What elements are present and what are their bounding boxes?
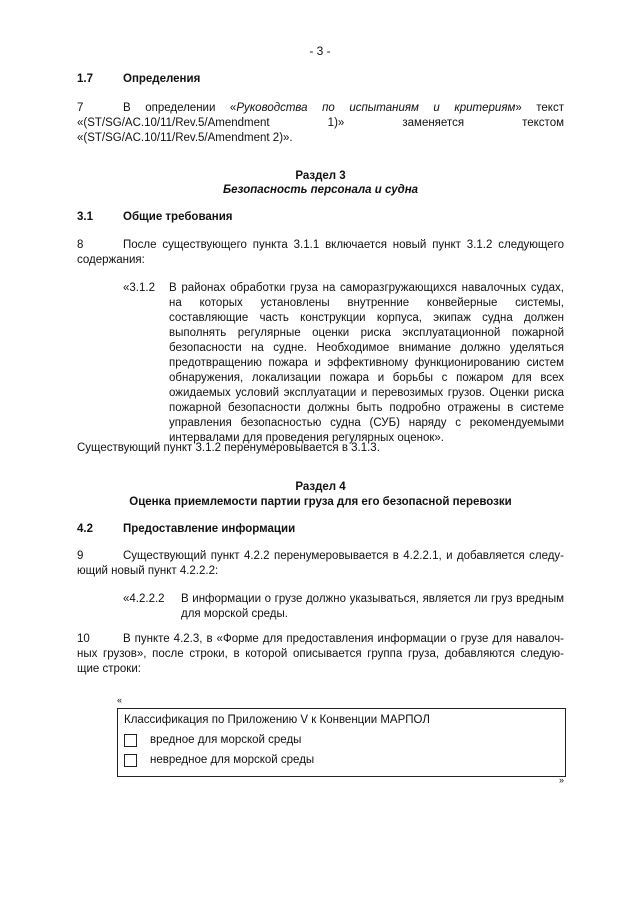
paragraph-text: После существующего пункта 3.1.1 включается новый пункт 3.1.2 следующего <box>123 239 564 251</box>
harmful-label: вредное для морской среды <box>150 734 302 746</box>
quoted-paragraph-text: В районах обработки груза на саморазгружающихся навалочных судах, на которых установлены внутренние конвейерные системы, составляющие часть конструкции корпуса, экипаж судна должен выполнять регулярные оценки риска эксплуатационной пожарной безопасности на судне. Необходимое внимание должно уделяться предотвращению пожара и эффективному функционированию систем обнаружения, локализации пожара и борьбы с пожаром для всех ожидаемых условий эксплуатации и перевозимых грузов. Оценки риска пожарной безопасности должны быть подробно отражены в системе управления безопасностью судна (СУБ) наряду с рекомендуемыми интервалами для проведения регулярных оценок». <box>169 282 564 444</box>
quoted-paragraph-3-1-2 <box>123 281 564 444</box>
paragraph-text: В определении « <box>123 102 237 114</box>
classification-title: Классификация по Приложению V к Конвенции МАРПОЛ <box>124 714 430 726</box>
paragraph-text: В пункте 4.2.3, в «Форме для предоставления информации о грузе для навалоч- <box>123 633 564 645</box>
quoted-paragraph-4-2-2-2 <box>123 592 564 622</box>
paragraph-9-line-1 <box>77 549 564 564</box>
document-reference-title: Руководства по испытаниям и критериям <box>236 102 516 114</box>
harmful-checkbox[interactable] <box>124 734 137 747</box>
paragraph-7-line-1 <box>77 101 564 116</box>
paragraph-8-line-1 <box>77 238 564 253</box>
paragraph-number: 9 <box>77 550 84 562</box>
section-title: Общие требования <box>123 211 233 223</box>
paragraph-number: 8 <box>77 239 84 251</box>
section-4-title: Раздел 4 <box>295 481 346 493</box>
paragraph-10-line-2: ных грузов», после строки, в которой описывается группа груза, добавляются следую- <box>77 648 564 660</box>
quoted-paragraph-label: «4.2.2.2 <box>123 593 165 605</box>
paragraph-10-line-1 <box>77 632 564 647</box>
paragraph-7 <box>77 101 564 146</box>
paragraph-8-line-2: содержания: <box>77 254 145 266</box>
section-4-subtitle: Оценка приемлемости партии груза для его безопасной перевозки <box>129 496 512 508</box>
paragraph-10-line-3: щие строки: <box>77 663 141 675</box>
not-harmful-label: невредное для морской среды <box>150 754 315 766</box>
paragraph-7-line-2: «(ST/SG/AC.10/11/Rev.5/Amendment 1)» заменяется текстом <box>77 117 564 129</box>
paragraph-text: Существующий пункт 4.2.2 перенумеровывается в 4.2.2.1, и добавляется следу- <box>123 550 564 562</box>
cargo-classification-box <box>117 708 566 777</box>
open-quote-mark: « <box>117 695 123 705</box>
paragraph-text: » текст <box>515 102 564 114</box>
paragraph-9-line-2: ющий новый пункт 4.2.2.2: <box>77 565 219 577</box>
section-title: Определения <box>123 73 201 85</box>
renumber-sentence: Существующий пункт 3.1.2 перенумеровывается в 3.1.3. <box>77 442 380 454</box>
quoted-paragraph-text: В информации о грузе должно указываться, является ли груз вредным для морской среды. <box>181 593 564 620</box>
section-heading-1-7 <box>77 72 567 87</box>
paragraph-10 <box>77 632 564 677</box>
section-title: Предоставление информации <box>123 523 296 535</box>
page-number: - 3 - <box>309 44 331 58</box>
close-quote-mark: » <box>559 775 565 785</box>
section-3-subtitle: Безопасность персонала и судна <box>222 184 419 196</box>
section-heading-4-2 <box>77 522 567 537</box>
section-3-title: Раздел 3 <box>295 170 346 182</box>
section-number: 3.1 <box>77 211 93 223</box>
quoted-paragraph-label: «3.1.2 <box>123 282 155 294</box>
paragraph-9 <box>77 549 564 579</box>
section-heading-3-1 <box>77 210 567 225</box>
paragraph-7-line-3: «(ST/SG/AC.10/11/Rev.5/Amendment 2)». <box>77 132 293 144</box>
paragraph-number: 10 <box>77 633 90 645</box>
section-number: 4.2 <box>77 523 93 535</box>
not-harmful-checkbox[interactable] <box>124 754 137 767</box>
paragraph-number: 7 <box>77 102 84 114</box>
section-number: 1.7 <box>77 73 93 85</box>
paragraph-8 <box>77 238 564 268</box>
